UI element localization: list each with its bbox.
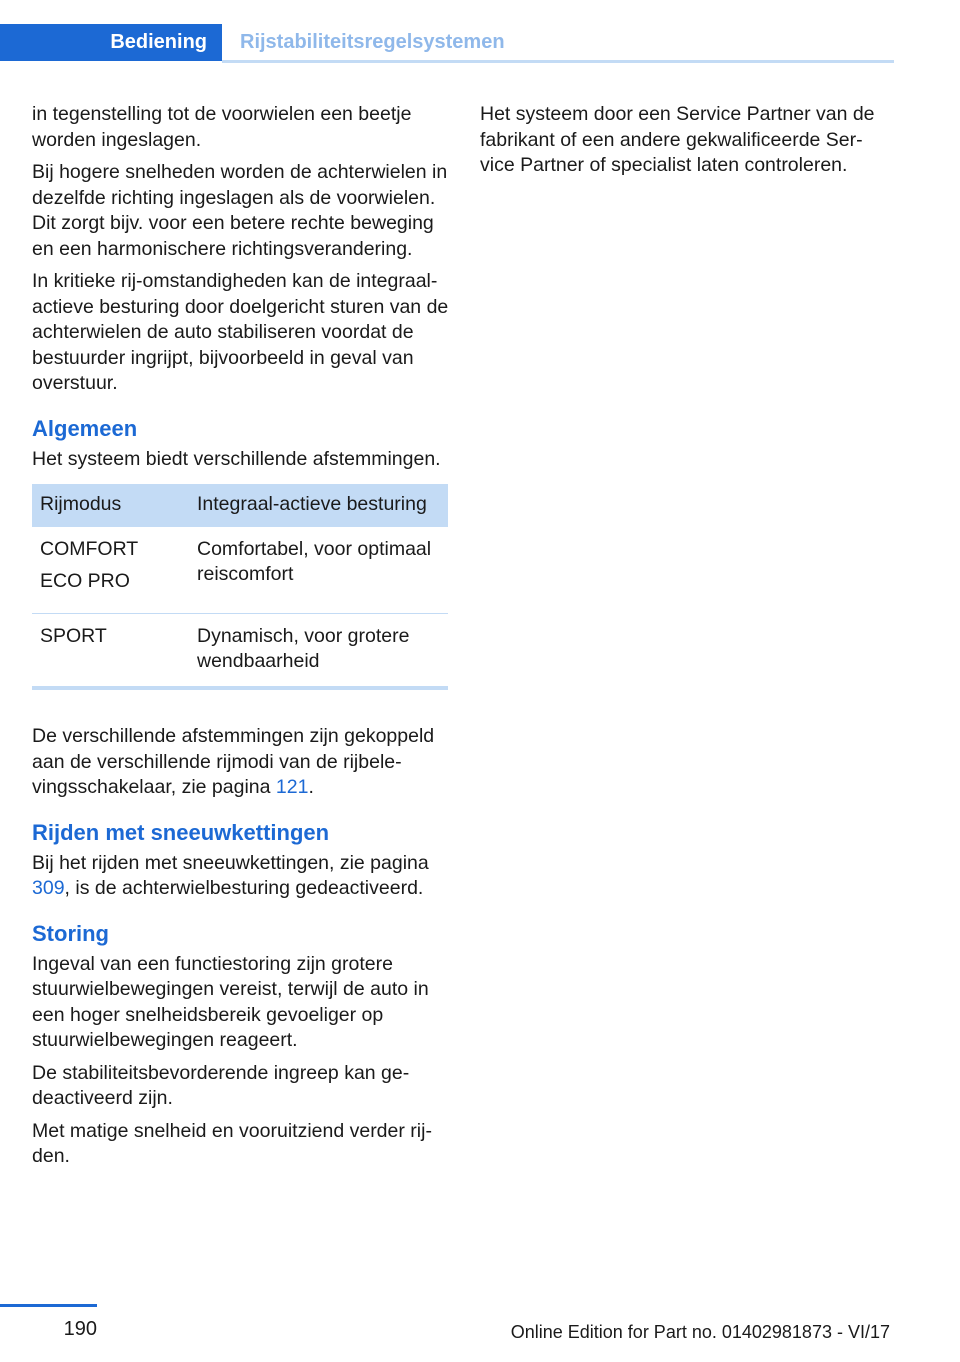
text: . [308,776,314,798]
tab-bediening[interactable] [0,24,222,61]
table-header [32,484,448,527]
paragraph: Het systeem biedt verschillende afstemmingen. [32,447,441,470]
table-header-besturing: Integraal-actieve besturing [197,493,427,515]
heading-storing: Storing [32,920,109,946]
mode-eco-pro: ECO PRO [40,570,130,592]
text: , is de achterwielbesturing gedeactiveerd. [64,877,424,899]
table-cell-mode [32,537,197,601]
page-link-309[interactable]: 309 [32,877,65,899]
header-divider [222,60,894,63]
right-column [480,102,890,186]
table-cell-description: Dynamisch, voor grotere wendbaarheid [197,625,410,672]
paragraph: In kritieke rij-omstandigheden kan de integraal-actieve besturing door doelgericht sturen van de achterwielen de auto stabiliseren voordat de bestuurder ingrijpt, bijvoorbeeld in geval van overstuur. [32,270,449,394]
tab-rijstabiliteitsregelsystemen[interactable] [222,24,894,61]
table-cell-description: Comfortabel, voor optimaal reiscomfort [197,538,432,585]
paragraph: Bij hogere snelheden worden de achterwielen in dezelfde richting ingeslagen als de voorwielen. Dit zorgt bijv. voor een betere rechte beweging en een harmonischere richtingsverandering. [32,161,448,260]
edition-text: Online Edition for Part no. 01402981873 - VI/17 [510,1322,890,1342]
driving-mode-table [32,484,448,690]
mode-comfort: COMFORT [40,538,139,560]
heading-sneeuwkettingen: Rijden met sneeuwkettingen [32,819,330,845]
paragraph [32,851,450,902]
tab-chapter-label: Rijstabiliteitsregelsystemen [240,31,505,53]
paragraph [32,724,450,801]
paragraph: De stabiliteitsbevorderende ingreep kan gedeactiveerd zijn. [32,1061,410,1109]
paragraph: in tegenstelling tot de voorwielen een beetje worden ingeslagen. [32,103,412,151]
text: De verschillende afstemmingen zijn gekoppeld aan de verschillende rijmodi van de rijbelevingsschakelaar, zie pagina [32,725,435,798]
text: Bij het rijden met sneeuwkettingen, zie pagina [32,851,429,874]
page-number: 190 [63,1318,97,1340]
table-header-rijmodus: Rijmodus [40,493,122,515]
left-column [32,102,450,1177]
table-cell-mode [32,624,197,674]
table-row [32,614,448,690]
paragraph: Ingeval van een functiestoring zijn grotere stuurwielbewegingen vereist, terwijl de auto in een hoger snelheidsbereik gevoeliger op stuurwielbewegingen reageert. [32,952,429,1051]
paragraph: Het systeem door een Service Partner van de fabrikant of een andere gekwalificeerde Service Partner of specialist laten controleren. [480,103,875,176]
footer-divider [0,1304,97,1307]
paragraph: Met matige snelheid en vooruitziend verder rijden. [32,1119,432,1167]
tab-bediening-label: Bediening [110,31,207,53]
mode-sport: SPORT [40,625,107,647]
table-row [32,527,448,614]
page-link-121[interactable]: 121 [275,776,309,798]
heading-algemeen: Algemeen [32,415,138,441]
